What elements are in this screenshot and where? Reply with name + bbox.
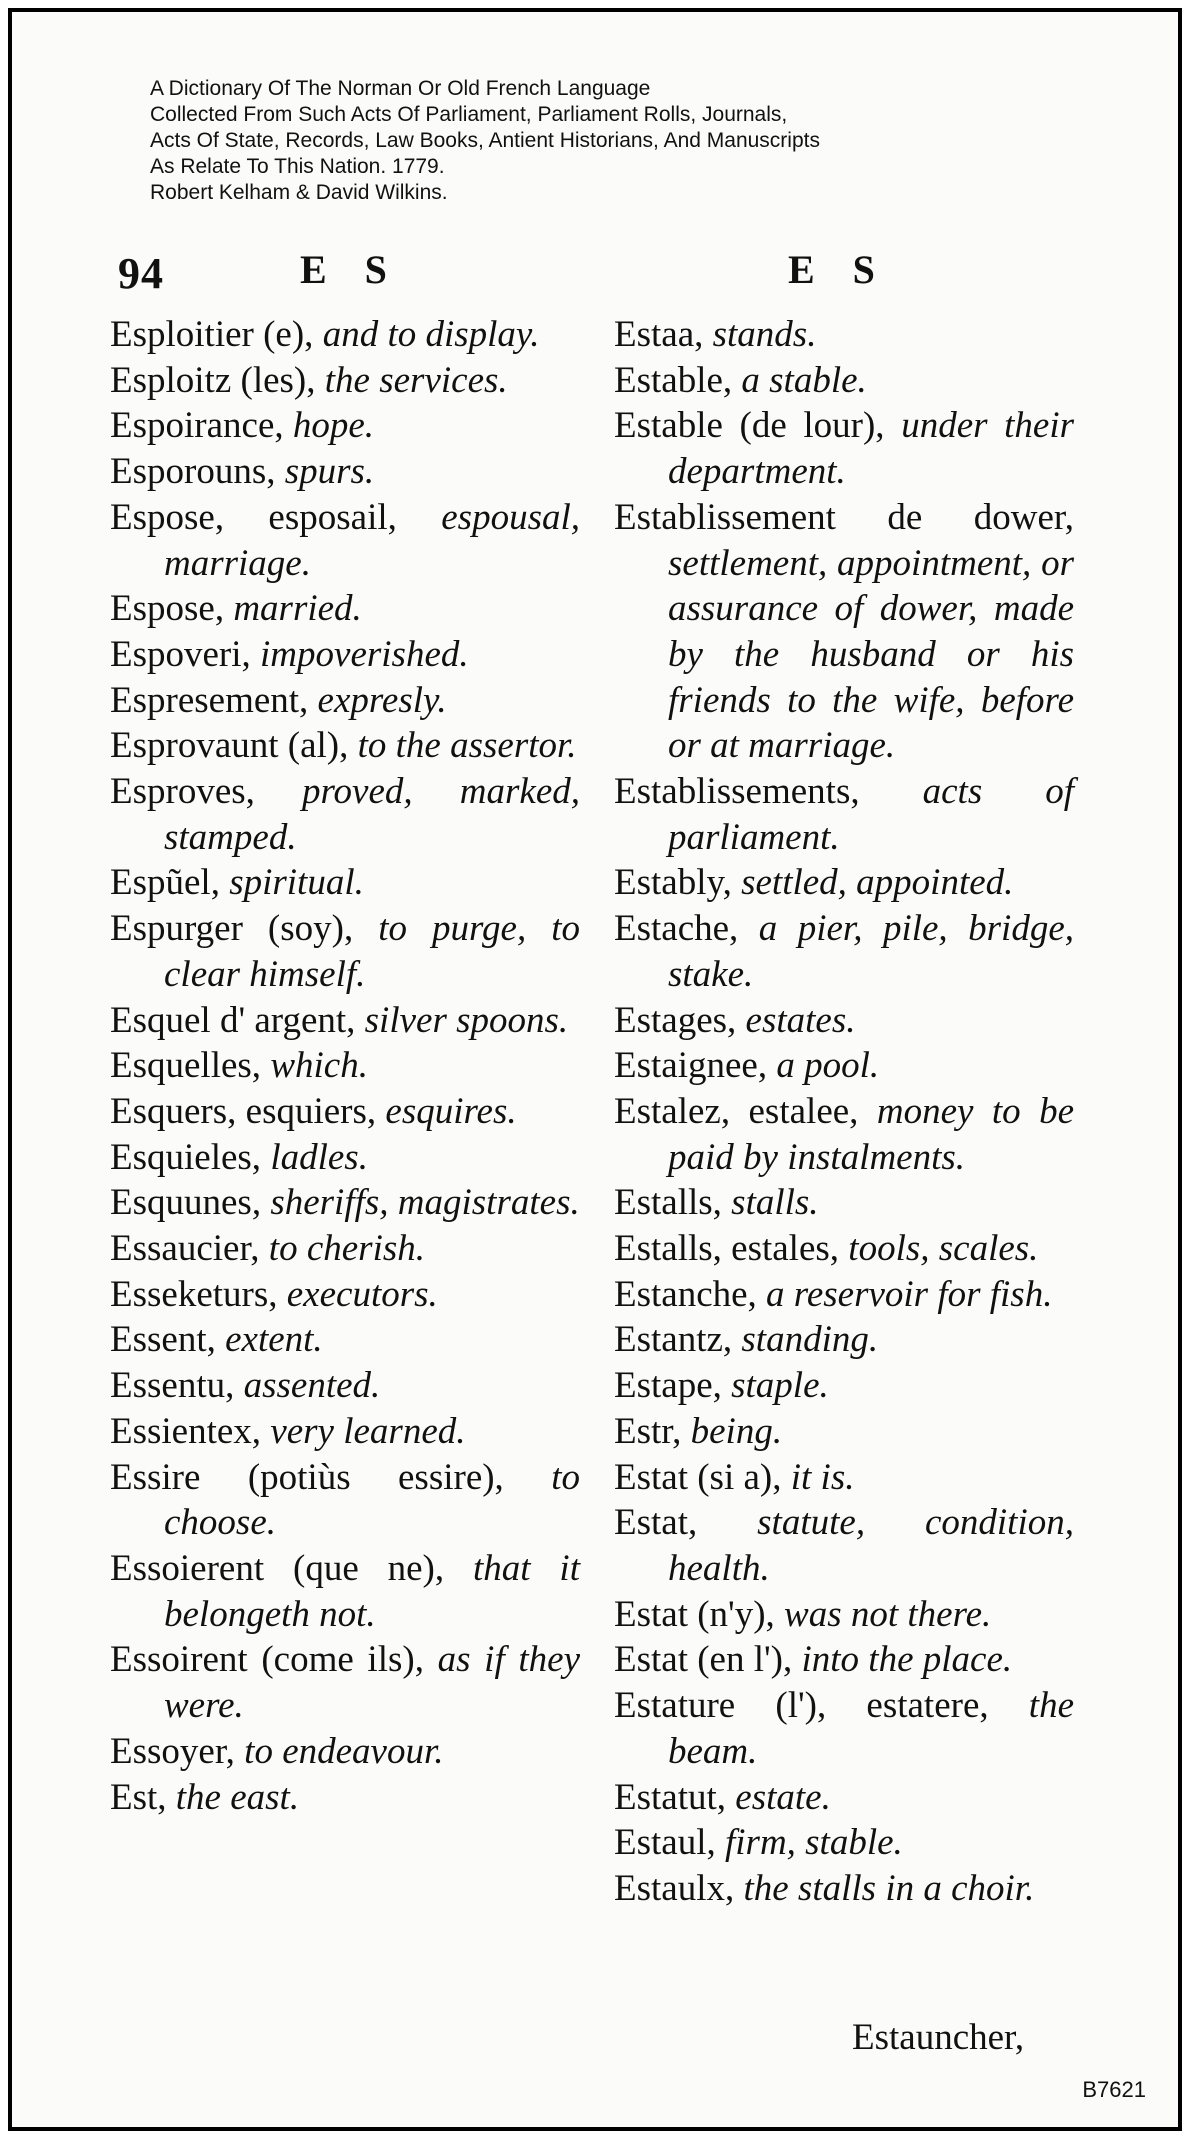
- entry-headword: Essoyer,: [110, 1730, 235, 1772]
- dictionary-entry: [110, 1226, 580, 1272]
- entry-headword: Estature (l'), estatere,: [614, 1685, 989, 1727]
- entry-headword: Esporouns,: [110, 451, 276, 493]
- entry-definition: firm, stable.: [724, 1822, 903, 1864]
- entry-definition: estates.: [745, 999, 856, 1041]
- dictionary-entry: [110, 860, 580, 906]
- dictionary-entry: [110, 1455, 580, 1546]
- dictionary-entry: [110, 312, 580, 358]
- dictionary-entry: [110, 678, 580, 724]
- entry-headword: Estanche,: [614, 1273, 757, 1315]
- entry-headword: Esprovaunt (al),: [110, 725, 349, 767]
- dictionary-entry: [110, 1729, 580, 1775]
- entry-definition: sheriffs, magistrates.: [270, 1182, 580, 1224]
- dictionary-entry: [614, 1089, 1074, 1180]
- dictionary-entry: [614, 312, 1074, 358]
- catchword: Estauncher,: [852, 2017, 1025, 2058]
- entry-headword: Esquelles,: [110, 1045, 262, 1087]
- dictionary-entry: [614, 1180, 1074, 1226]
- dictionary-entry: [110, 495, 580, 586]
- entry-headword: Estat,: [614, 1502, 698, 1544]
- entry-headword: Esproves,: [110, 771, 255, 813]
- entry-headword: Esquunes,: [110, 1182, 262, 1224]
- entry-definition: estate.: [735, 1776, 831, 1818]
- entry-definition: spurs.: [284, 451, 375, 493]
- entry-definition: stands.: [712, 314, 817, 355]
- dictionary-entry: [614, 1500, 1074, 1591]
- dictionary-entry: [614, 1866, 1074, 1912]
- entry-headword: Estable (de lour),: [614, 405, 885, 447]
- running-head-left: E S: [300, 247, 401, 292]
- entry-definition: to the assertor.: [357, 725, 577, 767]
- entry-definition: a reservoir for fish.: [766, 1273, 1053, 1315]
- entry-headword: Essaucier,: [110, 1228, 260, 1270]
- page-number: 94: [118, 249, 164, 298]
- entry-headword: Essent,: [110, 1319, 216, 1361]
- dictionary-entry: [614, 1592, 1074, 1638]
- entry-headword: Estably,: [614, 862, 732, 904]
- dictionary-entry: [110, 358, 580, 404]
- dictionary-entry: [614, 495, 1074, 769]
- entry-headword: Essentu,: [110, 1365, 235, 1407]
- entry-headword: Estaa,: [614, 314, 704, 355]
- entry-headword: Estat (n'y),: [614, 1593, 775, 1635]
- dictionary-entry: [614, 998, 1074, 1044]
- dictionary-entry: [110, 769, 580, 860]
- entry-definition: statute, condition, health.: [668, 1502, 1074, 1589]
- entry-headword: Estages,: [614, 999, 737, 1041]
- right-column: [614, 312, 1074, 1912]
- entry-headword: Estalls, estales,: [614, 1228, 840, 1270]
- dictionary-entry: [614, 1637, 1074, 1683]
- entry-headword: Estalls,: [614, 1182, 722, 1224]
- entry-definition: esquires.: [385, 1090, 517, 1132]
- dictionary-entry: [110, 1546, 580, 1637]
- entry-definition: stalls.: [731, 1182, 819, 1224]
- dictionary-entry: [614, 358, 1074, 404]
- entry-headword: Esseketurs,: [110, 1273, 278, 1315]
- entry-headword: Estaignee,: [614, 1045, 768, 1087]
- dictionary-entry: [614, 1683, 1074, 1774]
- entry-definition: expresly.: [317, 679, 447, 721]
- dictionary-entry: [614, 1820, 1074, 1866]
- entry-headword: Essoierent (que ne),: [110, 1547, 445, 1589]
- entry-headword: Estatut,: [614, 1776, 727, 1818]
- entry-definition: that it belongeth not.: [164, 1547, 580, 1635]
- caption-line: Acts Of State, Records, Law Books, Antient Historians, And Manuscripts: [150, 129, 820, 152]
- caption-line: A Dictionary Of The Norman Or Old French Language: [150, 77, 651, 100]
- dictionary-entry: [110, 1637, 580, 1728]
- dictionary-entry: [614, 769, 1074, 860]
- entry-definition: which.: [270, 1045, 368, 1087]
- entry-definition: staple.: [731, 1365, 829, 1407]
- dictionary-entry: [110, 1363, 580, 1409]
- entry-headword: Estr,: [614, 1410, 682, 1452]
- dictionary-entry: [614, 1226, 1074, 1272]
- entry-definition: hope.: [292, 405, 375, 447]
- entry-definition: the east.: [175, 1776, 300, 1818]
- entry-headword: Espũel,: [110, 862, 220, 904]
- entry-headword: Estaulx,: [614, 1867, 735, 1909]
- entry-definition: and to display.: [322, 314, 540, 355]
- entry-headword: Espoirance,: [110, 405, 284, 447]
- entry-definition: settled, appointed.: [741, 862, 1014, 904]
- entry-headword: Estat (en l'),: [614, 1639, 793, 1681]
- entry-definition: extent.: [225, 1319, 323, 1361]
- dictionary-entry: [110, 1043, 580, 1089]
- dictionary-entry: [614, 1272, 1074, 1318]
- dictionary-entry: [614, 906, 1074, 997]
- entry-definition: very learned.: [270, 1410, 466, 1452]
- dictionary-entry: [110, 1272, 580, 1318]
- entry-headword: Espurger (soy),: [110, 908, 354, 950]
- entry-headword: Essoirent (come ils),: [110, 1639, 424, 1681]
- entry-headword: Estape,: [614, 1365, 722, 1407]
- entry-definition: spiritual.: [229, 862, 364, 904]
- left-column: [110, 312, 580, 1820]
- caption-line: As Relate To This Nation. 1779.: [150, 155, 445, 178]
- dictionary-entry: [110, 1135, 580, 1181]
- entry-definition: under their department.: [668, 405, 1075, 493]
- dictionary-entry: [614, 1317, 1074, 1363]
- entry-headword: Establissement de dower,: [614, 496, 1074, 538]
- dictionary-entry: [110, 1775, 580, 1821]
- entry-headword: Espoveri,: [110, 633, 251, 675]
- dictionary-entry: [110, 1409, 580, 1455]
- entry-headword: Establissements,: [614, 771, 860, 813]
- entry-definition: it is.: [790, 1456, 855, 1498]
- entry-headword: Essire (potiùs essire),: [110, 1456, 504, 1498]
- image-identifier: B7621: [1082, 2077, 1146, 2102]
- dictionary-entry: [614, 1409, 1074, 1455]
- dictionary-entry: [614, 1455, 1074, 1501]
- dictionary-entry: [110, 1317, 580, 1363]
- entry-headword: Espose,: [110, 588, 225, 630]
- dictionary-entry: [110, 632, 580, 678]
- entry-definition: to choose.: [164, 1456, 580, 1544]
- dictionary-entry: [614, 1363, 1074, 1409]
- dictionary-entry: [110, 906, 580, 997]
- entry-definition: the beam.: [668, 1685, 1074, 1772]
- entry-headword: Esquel d' argent,: [110, 999, 356, 1041]
- entry-definition: as if they were.: [164, 1639, 580, 1727]
- entry-definition: the services.: [324, 359, 508, 401]
- entry-headword: Estache,: [614, 908, 739, 950]
- entry-definition: executors.: [286, 1273, 438, 1315]
- entry-headword: Estat (si a),: [614, 1456, 782, 1498]
- entry-headword: Estable,: [614, 359, 733, 401]
- running-head-right: E S: [788, 247, 889, 292]
- entry-headword: Espose, esposail,: [110, 496, 397, 538]
- source-caption: [150, 76, 820, 206]
- entry-headword: Espresement,: [110, 679, 309, 721]
- dictionary-entry: [614, 403, 1074, 494]
- dictionary-entry: [110, 586, 580, 632]
- entry-definition: ladles.: [270, 1136, 368, 1178]
- entry-definition: impoverished.: [260, 633, 469, 675]
- dictionary-entry: [110, 403, 580, 449]
- entry-definition: a stable.: [741, 359, 867, 401]
- entry-headword: Esquers, esquiers,: [110, 1090, 377, 1132]
- dictionary-entry: [110, 998, 580, 1044]
- entry-definition: standing.: [741, 1319, 879, 1361]
- entry-headword: Est,: [110, 1776, 167, 1818]
- dictionary-entry: [110, 1180, 580, 1226]
- caption-line: Collected From Such Acts Of Parliament, Parliament Rolls, Journals,: [150, 103, 788, 126]
- entry-definition: assented.: [243, 1365, 381, 1407]
- entry-definition: married.: [233, 588, 362, 630]
- entry-definition: was not there.: [784, 1593, 992, 1635]
- entry-headword: Essientex,: [110, 1410, 262, 1452]
- caption-line: Robert Kelham & David Wilkins.: [150, 181, 448, 204]
- entry-definition: to endeavour.: [244, 1730, 444, 1772]
- entry-definition: into the place.: [801, 1639, 1013, 1681]
- dictionary-entry: [614, 1775, 1074, 1821]
- entry-definition: proved, marked, stamped.: [164, 771, 580, 858]
- dictionary-entry: [614, 860, 1074, 906]
- entry-definition: to cherish.: [268, 1228, 425, 1270]
- dictionary-entry: [614, 1043, 1074, 1089]
- entry-headword: Esquieles,: [110, 1136, 262, 1178]
- dictionary-entry: [110, 1089, 580, 1135]
- entry-definition: a pool.: [776, 1045, 880, 1087]
- entry-definition: being.: [690, 1410, 783, 1452]
- entry-headword: Estantz,: [614, 1319, 733, 1361]
- entry-definition: money to be paid by instalments.: [668, 1090, 1074, 1178]
- entry-definition: silver spoons.: [364, 999, 569, 1041]
- entry-headword: Esploitier (e),: [110, 314, 314, 355]
- entry-definition: settlement, appointment, or assurance of dower, made by the husband or his friends to the wife, before or at marriage.: [668, 542, 1074, 767]
- dictionary-entry: [110, 723, 580, 769]
- entry-headword: Esploitz (les),: [110, 359, 316, 401]
- entry-definition: a pier, pile, bridge, stake.: [668, 908, 1074, 995]
- entry-definition: the stalls in a choir.: [743, 1867, 1035, 1909]
- entry-headword: Estaul,: [614, 1822, 716, 1864]
- entry-definition: acts of parliament.: [668, 771, 1074, 858]
- dictionary-entry: [110, 449, 580, 495]
- entry-definition: espousal, marriage.: [164, 496, 580, 584]
- entry-headword: Estalez, estalee,: [614, 1090, 859, 1132]
- entry-definition: tools, scales.: [848, 1228, 1039, 1270]
- entry-definition: to purge, to clear himself.: [164, 908, 580, 995]
